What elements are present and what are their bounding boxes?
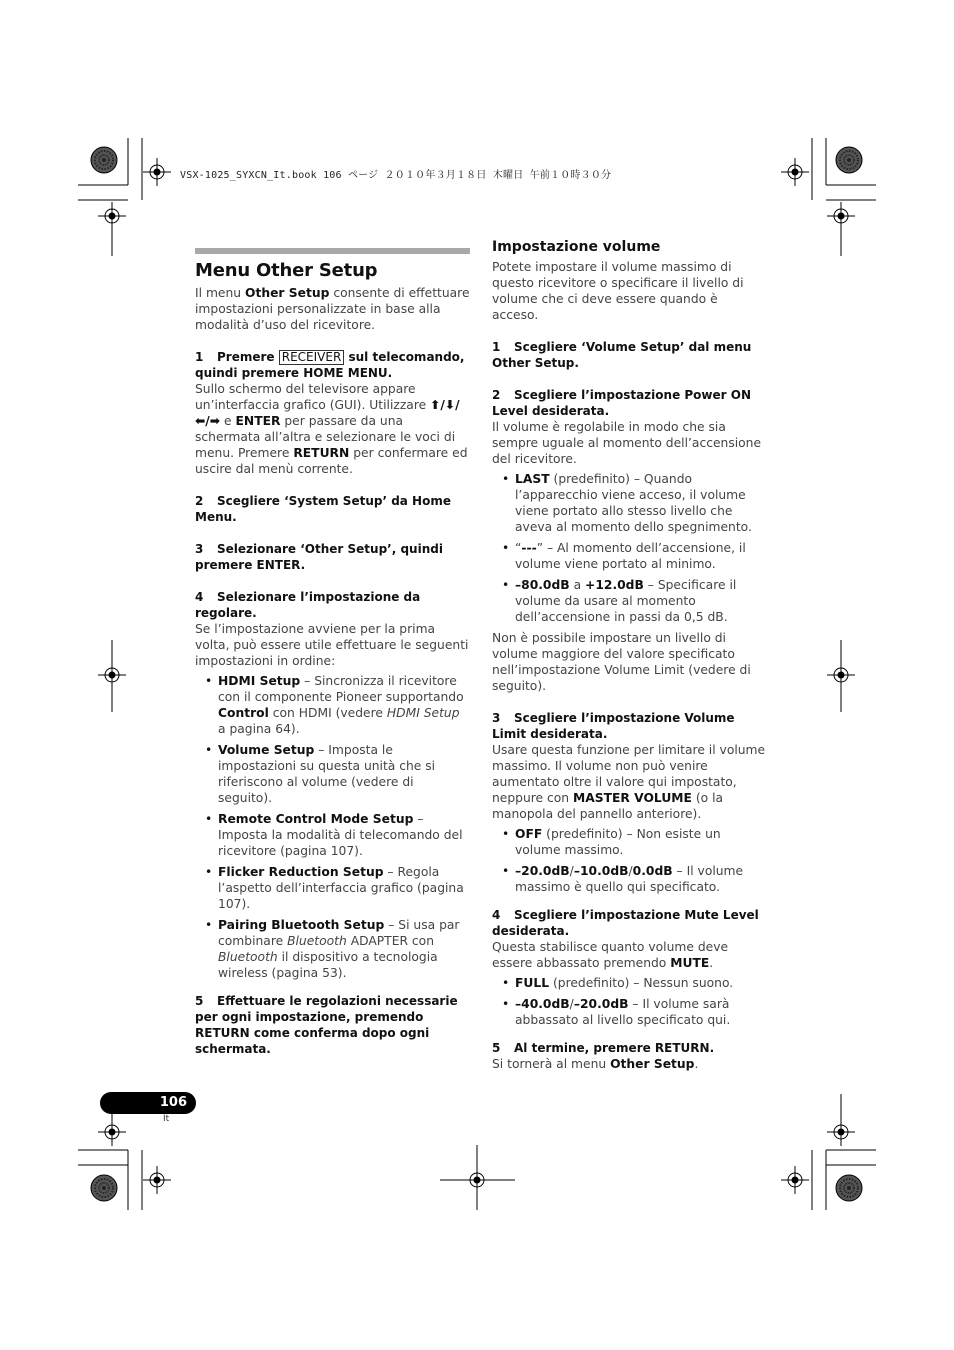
vol-step-2-note: Non è possibile impostare un livello di volume maggiore del valore specificato nell’impostazione Volume Limit (vedere di seguito). [492,631,751,693]
right-column [492,238,767,1072]
list-item: • FULL (predefinito) – Nessun suono. [492,975,767,991]
page-number: 106 [100,1092,196,1114]
list-item: • Pairing Bluetooth Setup – Si usa par combinare Bluetooth ADAPTER con Bluetooth il dispositivo a tecnologia wireless (pagina 53). [195,917,470,981]
vol-step-2-heading: 2 Scegliere l’impostazione Power ON Level desiderata. [492,388,751,418]
power-on-level-list [492,471,767,625]
vol-step-3-heading: 3 Scegliere l’impostazione Volume Limit desiderata. [492,711,735,741]
step-4-heading: 4 Selezionare l’impostazione da regolare. [195,590,421,620]
list-item: • HDMI Setup – Sincronizza il ricevitore con il componente Pioneer supportando Control con HDMI (vedere HDMI Setup a pagina 64). [195,673,470,737]
step-1-heading: 1 Premere RECEIVER sul telecomando, quindi premere HOME MENU. [195,350,465,380]
list-item: • Flicker Reduction Setup – Regola l’aspetto dell’interfaccia grafico (pagina 107). [195,864,470,912]
list-item: • “---” – Al momento dell’accensione, il volume viene portato al minimo. [492,540,767,572]
list-item: • –20.0dB/–10.0dB/0.0dB – Il volume massimo è quello qui specificato. [492,863,767,895]
list-item: • Remote Control Mode Setup – Imposta la modalità di telecomando del ricevitore (pagina 107). [195,811,470,859]
list-item: • LAST (predefinito) – Quando l’apparecchio viene acceso, il volume viene portato allo stesso livello che aveva al momento dello spegnimento. [492,471,767,535]
up-down-arrows-icon: ⬆/⬇/ [430,398,460,412]
step-5-heading: 5 Effettuare le regolazioni necessarie per ogni impostazione, premendo RETURN come conferma dopo ogni schermata. [195,994,458,1056]
vol-step-2-body: Il volume è regolabile in modo che sia sempre uguale al momento dell’accensione del ricevitore. [492,420,762,466]
file-header-line: VSX-1025_SYXCN_It.book 106 ページ ２０１０年３月１８日 木曜日 午前１０時３０分 [180,170,612,181]
right-intro: Potete impostare il volume massimo di questo ricevitore o specificare il livello di volume che ci deve essere quando è acceso. [492,260,744,322]
section-bar [195,248,470,254]
receiver-key: RECEIVER [279,350,345,365]
left-right-arrows-icon: ⬅/➡ [195,414,221,428]
volume-limit-list [492,826,767,895]
list-item: • –40.0dB/–20.0dB – Il volume sarà abbassato al livello specificato qui. [492,996,767,1028]
vol-step-1-heading: 1 Scegliere ‘Volume Setup’ dal menu Other Setup. [492,340,752,370]
vol-step-5-body: Si tornerà al menu Other Setup. [492,1057,699,1071]
step-1-body: Sullo schermo del televisore appare un’interfaccia grafico (GUI). Utilizzare ⬆/⬇/ ⬅/➡ e ENTER per passare da una schermata all’altra e selezionare le voci di menu. Premere RETURN per confermare ed uscire dal menù corrente. [195,382,468,476]
left-intro: Il menu Other Setup consente di effettuare impostazioni personalizzate in base alla modalità d’uso del ricevitore. [195,286,470,332]
step-4-body: Se l’impostazione avviene per la prima volta, può essere utile effettuare le seguenti impostazioni in ordine: [195,622,469,668]
list-item: • OFF (predefinito) – Non esiste un volume massimo. [492,826,767,858]
language-code: It [163,1114,170,1124]
step-2-heading: 2 Scegliere ‘System Setup’ da Home Menu. [195,494,451,524]
vol-step-4-body: Questa stabilisce quanto volume deve essere abbassato premendo MUTE. [492,940,729,970]
setup-items-list [195,673,470,981]
left-column [195,238,470,1057]
section-title: Menu Other Setup [195,260,378,281]
vol-step-5-heading: 5 Al termine, premere RETURN. [492,1041,715,1055]
vol-step-4-heading: 4 Scegliere l’impostazione Mute Level desiderata. [492,908,759,938]
mute-level-list [492,975,767,1028]
list-item: • –80.0dB a +12.0dB – Specificare il volume da usare al momento dell’accensione in passi da 0,5 dB. [492,577,767,625]
step-3-heading: 3 Selezionare ‘Other Setup’, quindi premere ENTER. [195,542,443,572]
list-item: • Volume Setup – Imposta le impostazioni su questa unità che si riferiscono al volume (vedere di seguito). [195,742,470,806]
subsection-title: Impostazione volume [492,239,661,255]
vol-step-3-body: Usare questa funzione per limitare il volume massimo. Il volume non può venire aumentato oltre il valore qui impostato, neppure con MASTER VOLUME (o la manopola del pannello anteriore). [492,743,766,821]
